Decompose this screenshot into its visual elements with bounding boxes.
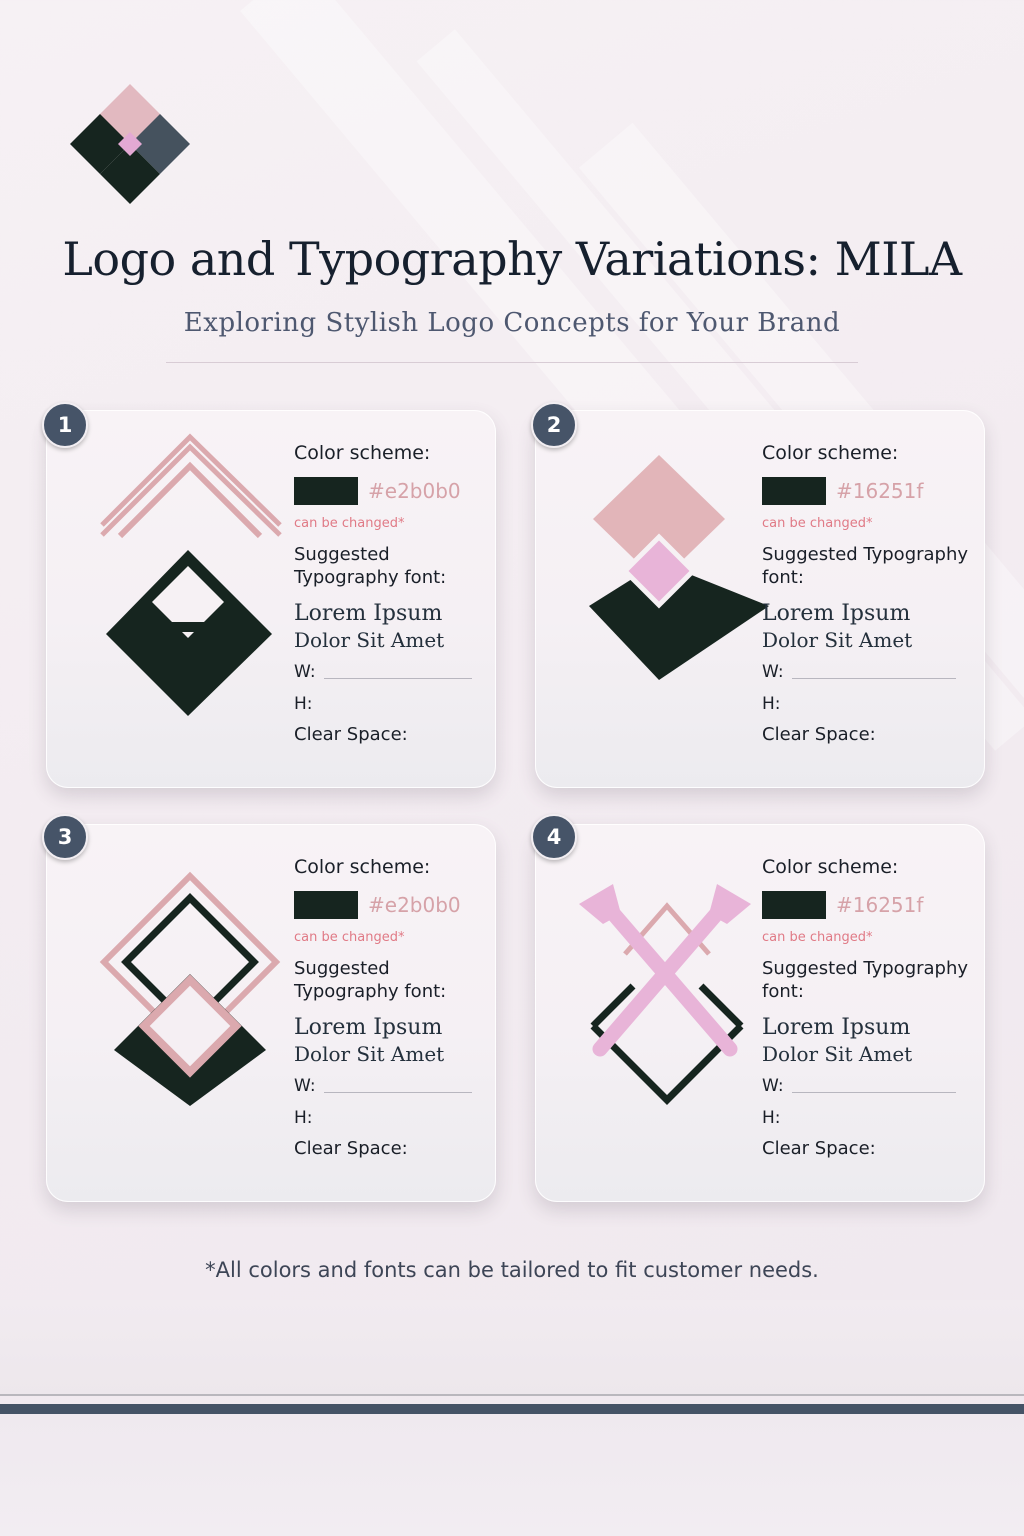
color-swatch <box>762 477 826 505</box>
width-label: W: <box>762 662 784 682</box>
suggested-typography-label: Suggested Typography font: <box>762 544 969 588</box>
logo-variation-3-mark <box>86 844 286 1134</box>
footer-rule-thin <box>0 1394 1024 1396</box>
card-4-info <box>762 856 992 1159</box>
page-subtitle: Exploring Stylish Logo Concepts for Your Brand <box>183 308 841 338</box>
can-be-changed-note: can be changed* <box>294 930 405 945</box>
height-label: H: <box>762 694 781 714</box>
font-sample-secondary: Dolor Sit Amet <box>294 1042 445 1066</box>
title-divider <box>166 362 858 363</box>
clear-space-label: Clear Space: <box>762 724 876 745</box>
color-swatch-row <box>762 890 992 920</box>
variation-badge-2: 2 <box>531 402 577 448</box>
color-swatch-row <box>762 476 992 506</box>
can-be-changed-note: can be changed* <box>762 930 873 945</box>
color-scheme-label: Color scheme: <box>762 442 899 464</box>
clear-space-label: Clear Space: <box>294 724 408 745</box>
footnote: *All colors and fonts can be tailored to fit customer needs. <box>205 1258 819 1282</box>
width-field <box>294 1076 524 1096</box>
page-title: Logo and Typography Variations: MILA <box>62 232 962 286</box>
width-field <box>762 662 992 682</box>
color-swatch <box>294 477 358 505</box>
width-label: W: <box>762 1076 784 1096</box>
clear-space-label: Clear Space: <box>762 1138 876 1159</box>
suggested-typography-label: Suggested Typography font: <box>294 544 447 588</box>
font-sample-primary: Lorem Ipsum <box>294 1015 443 1040</box>
color-hex-value: #e2b0b0 <box>368 479 461 503</box>
width-field <box>294 662 524 682</box>
variation-badge-3: 3 <box>42 814 88 860</box>
logo-variation-card-2 <box>535 410 985 788</box>
color-scheme-label: Color scheme: <box>294 856 431 878</box>
width-line <box>324 1092 472 1093</box>
logo-variation-1-mark <box>86 430 286 720</box>
color-swatch <box>762 891 826 919</box>
color-swatch <box>294 891 358 919</box>
font-sample-secondary: Dolor Sit Amet <box>762 1042 913 1066</box>
variation-badge-1: 1 <box>42 402 88 448</box>
width-label: W: <box>294 662 316 682</box>
font-sample-primary: Lorem Ipsum <box>762 601 911 626</box>
can-be-changed-note: can be changed* <box>762 516 873 531</box>
card-1-info <box>294 442 524 745</box>
footer-rule-thick <box>0 1404 1024 1414</box>
color-swatch-row <box>294 890 524 920</box>
font-sample-secondary: Dolor Sit Amet <box>762 628 913 652</box>
can-be-changed-note: can be changed* <box>294 516 405 531</box>
font-sample-primary: Lorem Ipsum <box>762 1015 911 1040</box>
footer-band <box>0 1300 1024 1396</box>
height-label: H: <box>294 1108 313 1128</box>
variation-badge-4: 4 <box>531 814 577 860</box>
logo-variation-card-3 <box>46 824 496 1202</box>
width-line <box>792 678 956 679</box>
width-line <box>324 678 472 679</box>
logo-variation-card-1 <box>46 410 496 788</box>
footer-bottom-area <box>0 1414 1024 1536</box>
brand-logo-mark <box>64 80 194 205</box>
color-scheme-label: Color scheme: <box>762 856 899 878</box>
height-label: H: <box>294 694 313 714</box>
logo-variation-2-mark <box>575 430 775 720</box>
logo-variation-4-mark <box>565 844 765 1134</box>
font-sample-secondary: Dolor Sit Amet <box>294 628 445 652</box>
width-line <box>792 1092 956 1093</box>
suggested-typography-label: Suggested Typography font: <box>762 958 969 1002</box>
logo-variation-card-4 <box>535 824 985 1202</box>
color-scheme-label: Color scheme: <box>294 442 431 464</box>
font-sample-primary: Lorem Ipsum <box>294 601 443 626</box>
color-swatch-row <box>294 476 524 506</box>
card-3-info <box>294 856 524 1159</box>
clear-space-label: Clear Space: <box>294 1138 408 1159</box>
color-hex-value: #e2b0b0 <box>368 893 461 917</box>
color-hex-value: #16251f <box>836 479 924 503</box>
width-label: W: <box>294 1076 316 1096</box>
color-hex-value: #16251f <box>836 893 924 917</box>
width-field <box>762 1076 992 1096</box>
card-2-info <box>762 442 992 745</box>
suggested-typography-label: Suggested Typography font: <box>294 958 447 1002</box>
height-label: H: <box>762 1108 781 1128</box>
